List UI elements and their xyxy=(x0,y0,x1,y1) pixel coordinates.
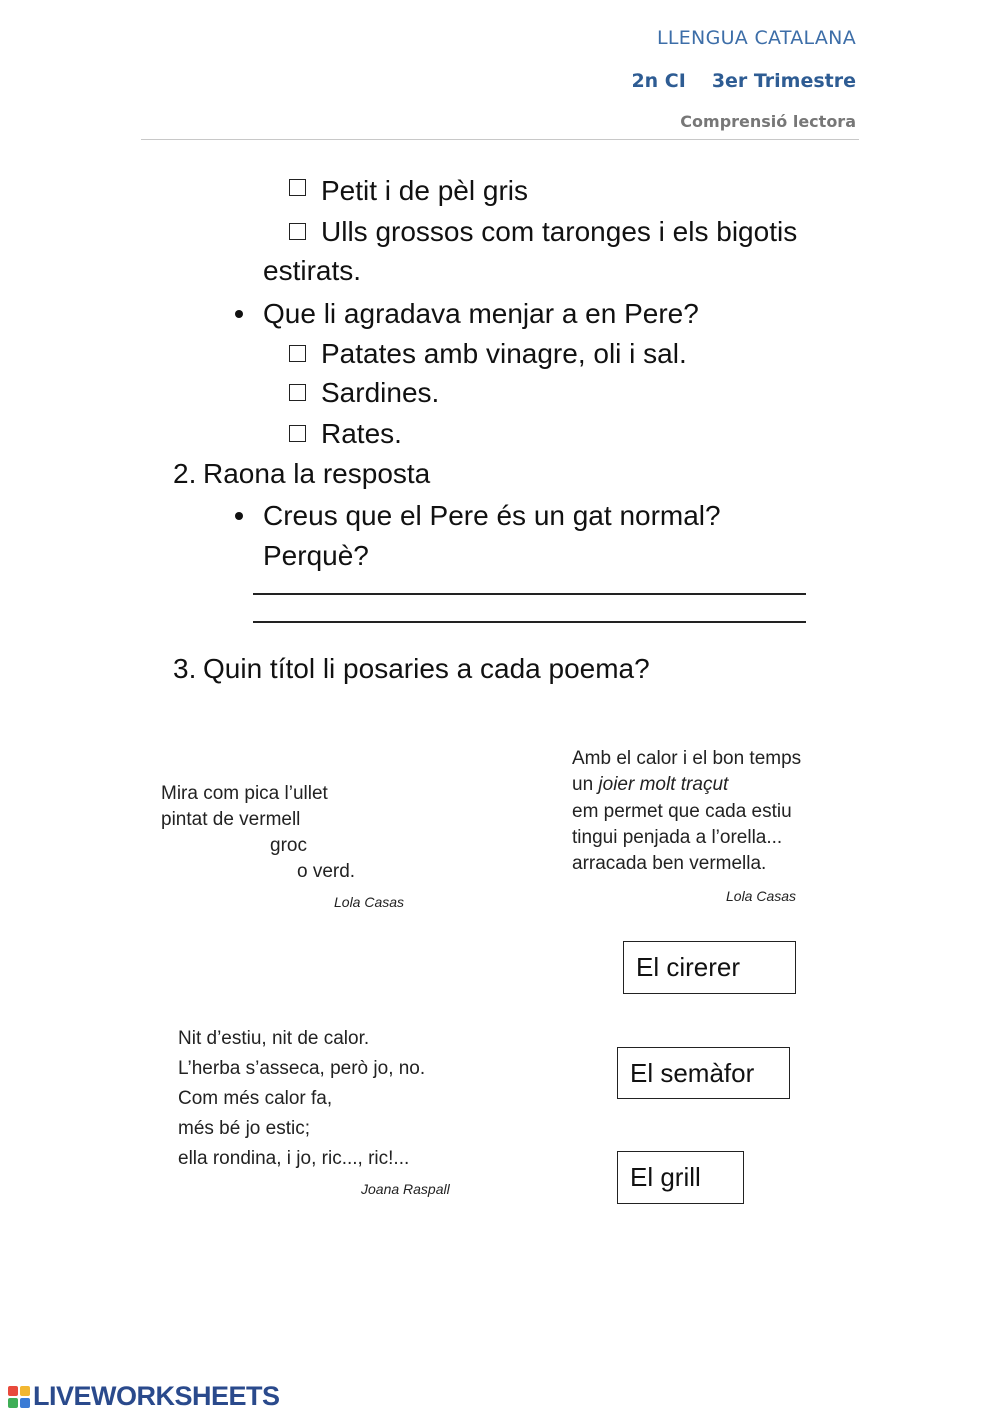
option-text: Rates. xyxy=(321,418,402,449)
poem-1-line: o verd. xyxy=(297,861,356,882)
question-2-number: 2. xyxy=(173,458,197,489)
bullet xyxy=(235,512,243,520)
checkbox-petit[interactable] xyxy=(289,179,306,196)
option-text: Ulls grossos com taronges i els bigotis xyxy=(321,216,798,247)
poem-2-line: tingui penjada a l’orella... xyxy=(572,827,783,848)
poem-2-line: em permet que cada estiu xyxy=(572,801,792,822)
checkbox-ulls[interactable] xyxy=(289,223,306,240)
poem-2-author: Lola Casas xyxy=(726,888,797,904)
poem-3-line: Com més calor fa, xyxy=(178,1088,333,1109)
answer-line-2[interactable] xyxy=(253,621,806,623)
poem-2-line xyxy=(572,772,728,798)
liveworksheets-logo xyxy=(8,1381,280,1412)
title-option-cirerer[interactable]: El cirerer xyxy=(623,941,796,994)
poem-3-author: Joana Raspall xyxy=(361,1181,450,1197)
question-3-title: Quin títol li posaries a cada poema? xyxy=(203,653,650,684)
poem-1-author: Lola Casas xyxy=(334,894,405,910)
question-2-prompt-continuation: Perquè? xyxy=(263,540,369,571)
logo-text: LIVEWORKSHEETS xyxy=(33,1381,280,1411)
course-line xyxy=(631,70,856,92)
course-label: 2n CI xyxy=(631,70,686,92)
checkbox-sardines[interactable] xyxy=(289,384,306,401)
option-text-continuation: estirats. xyxy=(263,255,362,286)
poem-2-italic-phrase: joier molt traçut xyxy=(598,774,729,795)
poem-3-line: L’herba s’asseca, però jo, no. xyxy=(178,1058,426,1079)
question-2-prompt: Creus que el Pere és un gat normal? xyxy=(263,500,721,531)
question-2-title: Raona la resposta xyxy=(203,458,431,489)
poem-3-line: més bé jo estic; xyxy=(178,1118,310,1139)
poem-2-line: Amb el calor i el bon temps xyxy=(572,748,802,769)
bullet xyxy=(235,310,243,318)
option-text: Sardines. xyxy=(321,377,440,408)
poem-1-line: groc xyxy=(270,835,307,856)
poem-2-line: arracada ben vermella. xyxy=(572,853,767,874)
header-divider xyxy=(141,139,859,140)
logo-grid-icon xyxy=(8,1386,30,1408)
poem-1-line: pintat de vermell xyxy=(161,809,301,830)
poem-3-line: Nit d’estiu, nit de calor. xyxy=(178,1028,370,1049)
poem-2-line-start: un xyxy=(572,774,599,795)
option-text: Patates amb vinagre, oli i sal. xyxy=(321,338,687,369)
checkbox-rates[interactable] xyxy=(289,425,306,442)
title-option-semafor[interactable]: El semàfor xyxy=(617,1047,790,1099)
title-option-grill[interactable]: El grill xyxy=(617,1151,744,1204)
term-label: 3er Trimestre xyxy=(711,70,856,92)
question-3-number: 3. xyxy=(173,653,197,684)
option-text: Petit i de pèl gris xyxy=(321,175,528,206)
poem-1-line: Mira com pica l’ullet xyxy=(161,783,328,804)
poem-3-line: ella rondina, i jo, ric..., ric!... xyxy=(178,1148,410,1169)
food-question: Que li agradava menjar a en Pere? xyxy=(263,298,699,329)
subject-title: LLENGUA CATALANA xyxy=(656,27,856,49)
topic-label: Comprensió lectora xyxy=(680,112,856,131)
answer-line-1[interactable] xyxy=(253,593,806,595)
checkbox-patates[interactable] xyxy=(289,345,306,362)
